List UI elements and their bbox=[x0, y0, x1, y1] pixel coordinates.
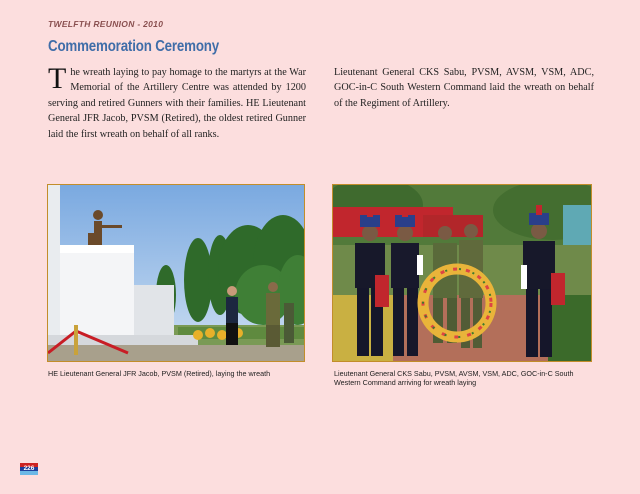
running-header: TWELFTH REUNION - 2010 bbox=[48, 19, 164, 29]
wreath-procession-image bbox=[333, 185, 592, 362]
photo-wreath-procession bbox=[332, 184, 592, 362]
war-memorial-image bbox=[48, 185, 305, 362]
left-column-text: he wreath laying to pay homage to the martyrs at the War Memorial of the Artillery Centre was attended by 1200 serving and retired Gunners with their families. HE Lieutenant General JFR Jacob, PVSM (Retired), the oldest retired Gunner laid the first wreath on behalf of all ranks. bbox=[48, 67, 306, 140]
photo-caption-left: HE Lieutenant General JFR Jacob, PVSM (Retired), laying the wreath bbox=[48, 369, 271, 378]
page-number-badge: 226 bbox=[20, 463, 38, 475]
photo-war-memorial bbox=[47, 184, 305, 362]
left-column-paragraph bbox=[48, 62, 306, 142]
right-column-paragraph: Lieutenant General CKS Sabu, PVSM, AVSM, VSM, ADC, GOC-in-C South Western Command laid the wreath on behalf of the Regiment of Artillery. bbox=[334, 67, 594, 109]
drop-cap: T bbox=[48, 62, 67, 95]
photo-caption-right: Lieutenant General CKS Sabu, PVSM, AVSM, VSM, ADC, GOC-in-C South Western Command arriving for wreath laying bbox=[334, 369, 574, 388]
section-title: Commemoration Ceremony bbox=[48, 38, 220, 55]
